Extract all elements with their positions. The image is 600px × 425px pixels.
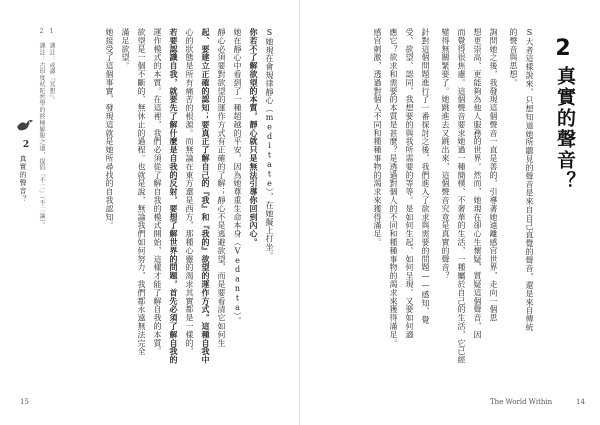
body-text-column: S大者這樣說來，只想知道她所聽見的聲音是來自自己直覺的聲音，還是來自傳統	[525, 28, 534, 332]
body-text-column: 靜心必須要對欲望的運作方式有正確的了解；靜心不是逃避欲望，而是要看清它如何生	[217, 28, 226, 348]
body-text-column: 想更崇高、更能夠為他人服務的世界。然而，她現在卻心生懷疑，質疑這個聲音，因	[473, 28, 482, 339]
body-text-column: 而覺得很焦慮。這個聲音要求她過一種簡樸、不奢華的生活，一種屬於自己的生活，它已經	[457, 28, 466, 364]
body-text-column: 針對這個問題進行了一番探討之後，我們進入了欲求與需要的問題——感知、覺	[421, 28, 430, 324]
running-footer-title: The World Within	[490, 398, 553, 406]
body-text-column: 她接受了這個事實，發現這就是她所尋找的自我認知。	[105, 28, 114, 230]
body-text-column: 受、欲望、認同、我想要的與我所需要的等等。是如何生起、如何呈現、又要如何適	[405, 28, 414, 339]
body-text-column: 的聲音與思想。	[509, 28, 518, 87]
body-text-column: S她現在會規律靜心（meditate），在她擬上打坐。	[265, 28, 274, 260]
body-text-column: 感官刺激，透過對個人不同和種種事物的渴求來獲得滿足。	[373, 28, 382, 247]
body-text-column: 變得無關緊要了。她跳進去又跳出來，這個聲音究竟是真實的聲音？	[441, 28, 450, 280]
page-number: 15	[20, 398, 29, 406]
footnote: 2 譯註：古印度吠陀哲學的終極解脫之道，提倡『不二』（不二論）。	[38, 28, 45, 229]
chapter-number: 2	[555, 36, 571, 61]
body-text-column: 你若不了解欲望的本質，靜心就只是無法引導你回到內心。	[249, 28, 259, 247]
body-text-column: 運作模式的本質。在這裡，我們必須從了解自我的模式開始，這樣才能了解自我的本質。	[153, 28, 162, 356]
body-text-column: 詢問她之後，我發現這個聲音一直是善的，引導著她遠離感官世界，走向一個思	[489, 28, 498, 322]
body-text-column: 若要認識自我，就要先了解什麼是自我的反射，要想了解世界的問題，首先必須了解自我的	[169, 28, 179, 364]
running-head-title: 真實的聲音？	[19, 155, 27, 203]
body-text-column: 應它？欲求和需要的本質是甚麼？是透過對個人的不同和種種事物的渴求來獲得滿足。	[389, 28, 398, 348]
page-number: 14	[576, 398, 585, 406]
body-text-column: 起、要建立正確的認知；要真正了解自己的『我』和『我的』欲望的運作方式。這種自我中	[201, 28, 211, 364]
bird-icon	[16, 118, 34, 134]
footnote: 1 譯註：或譯『冥想』。	[48, 28, 55, 104]
body-text-column: 滿足欲望。	[121, 28, 130, 70]
body-text-column: 她在靜心中看到了一種超越的平安，因為她尊重生命本身（Vedanta）。	[233, 28, 242, 325]
running-head-number: 2	[22, 140, 30, 150]
body-text-column: 欲望是一個不斷的、無休止的過程。也就是說，無論我們如何努力，我們都永遠無法完全	[137, 28, 146, 356]
body-text-column: 心的狀態是所有痛苦的根源。而無論在東方還是西方，那種心靈的渴求其實都是一樣的，	[185, 28, 194, 356]
chapter-title: 真實的聲音？	[554, 66, 576, 192]
